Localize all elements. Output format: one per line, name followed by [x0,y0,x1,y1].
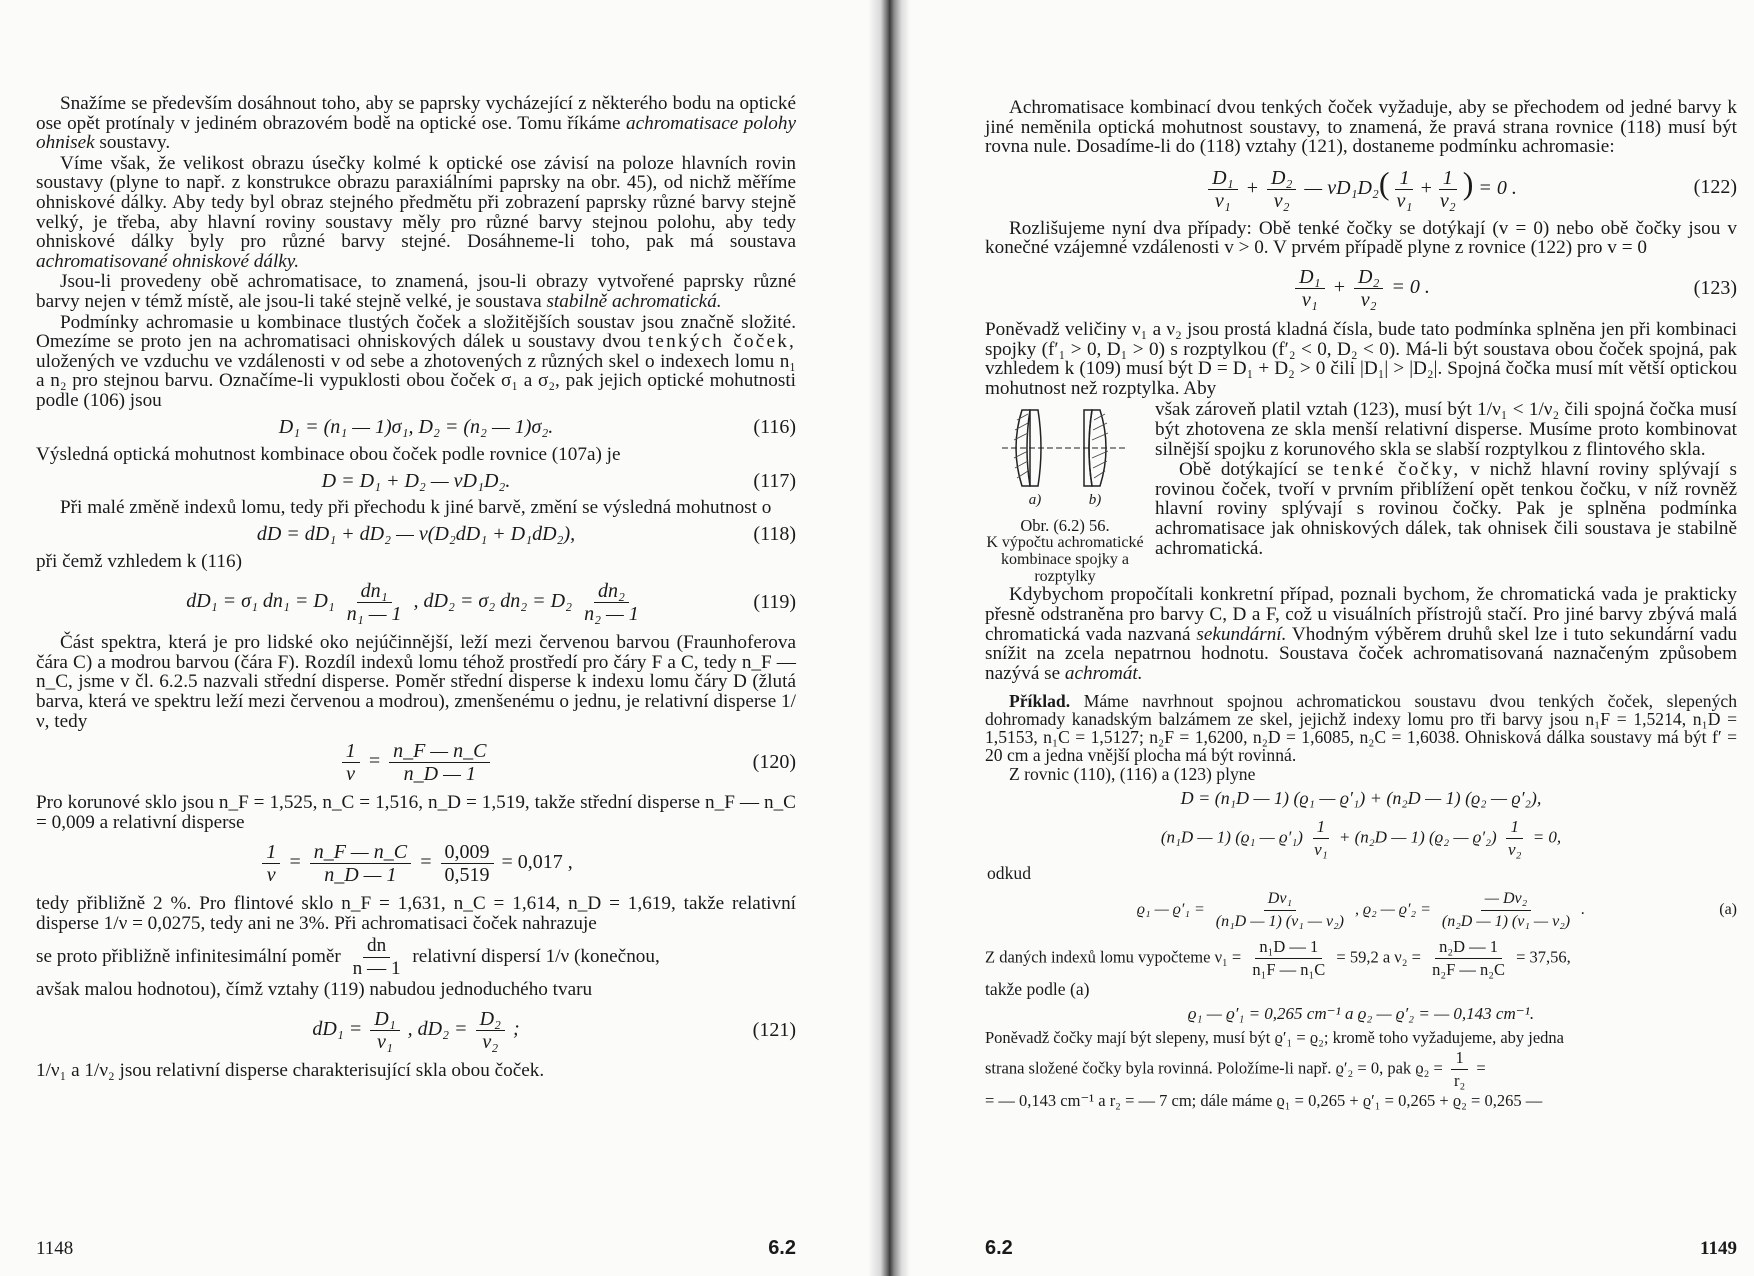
paragraph: 1/ν₁ a 1/ν₂ jsou relativní disperse charakterisující skla obou čoček. [36,1060,545,1082]
example-paragraph: strana složené čočky byla rovinná. Položíme-li např. ϱ′₂ = 0, pak ϱ₂ = $\frac{1}{\text{r₂}}$ = [985,1047,1486,1090]
equation-117: D = D₁ + D₂ — vD₁D₂. (117) [321,469,796,492]
example-paragraph: Z rovnic (110), (116) a (123) plyne [1009,763,1256,784]
equation-a: ϱ₁ — ϱ′₁ = $\frac{\text{Dν₁}}{\text{(n₁D — 1) (ν₁ — ν₂)}}$ , ϱ₂ — ϱ′₂ = $\frac{\text{— Dν₂}}{\text{(n₂D — 1) (ν₁ — ν₂)}}$ . (a) [1136,889,1737,930]
paragraph: Pro korunové sklo jsou n_F = 1,525, n_C = 1,516, n_D = 1,519, takže střední disperse n_F — n_C = 0,009 a relativní disperse [36,792,796,833]
paragraph: Rozlišujeme nyní dva případy: Obě tenké čočky se dotýkají (v = 0) nebo obě čočky jsou v konečné vzájemné vzdálenosti v > 0. V prvém případě plyne z rovnice (122) pro v = 0 [985,217,1737,259]
paragraph: avšak malou hodnotou), čímž vztahy (119) nabudou jednoduchého tvaru [36,978,593,1000]
section-number: 6.2 [985,1237,1013,1259]
paragraph: však zároveň platil vztah (123), musí být 1/ν₁ < 1/ν₂ čili spojná čočka musí být zhotovena ze skla menší relativní disperse. Musíme proto kombinovat silnější spojku z korunového skla se slabší rozptylkou z flintového skla. [1155,399,1737,460]
paragraph: Při malé změně indexů lomu, tedy při přechodu k jiné barvě, změní se výsledná mohutnost o [60,497,772,519]
page-number: 1148 [36,1238,74,1259]
paragraph: Kdybychom propočítali konkretní případ, poznali bychom, že chromatická vada je prakticky přesně odstraněna pro barvy C, D a F, což u visuálních přístrojů stačí. Pro jiné barvy zbývá malá chromatická vada nazvaná sekundární. Vhodným výběrem druhů skel lze i tuto sekundární vadu snížit na zcela nepatrnou hodnotu. Soustava čoček achromatisovaná naznačeným způsobem nazývá se achromát. [985,584,1738,684]
paragraph: Jsou-li provedeny obě achromatisace, to znamená, jsou-li obrazy vytvořené paprsky různé barvy nejen v témž místě, ale jsou-li také stejně velké, je soustava stabilně achromatická. [36,271,796,312]
example-paragraph: takže podle (a) [985,979,1090,1000]
example-paragraph: Z daných indexů lomu vypočteme ν₁ = $\frac{\text{n₁D — 1}}{\text{n₁F — n₁C}}$ = 59,2 a ν₂ = $\frac{\text{n₂D — 1}}{\text{n₂F — n₂C}}$ = 37,56, [985,937,1571,980]
page-number: 1149 [1700,1238,1737,1259]
paragraph: Achromatisace kombinací dvou tenkých čoček vyžaduje, aby se přechodem od jedné barvy k jiné neměnila optická mohutnost soustavy, to znamená, že pravá strana rovnice (118) musí být rovna nule. Dosadíme-li do (118) vztahy (121), dostaneme podmínku achromasie: [985,97,1737,158]
book-gutter [868,0,910,1276]
left-page [36,0,796,1276]
paragraph: Snažíme se především dosáhnout toho, aby se paprsky vycházející z některého bodu na optické ose opět protínaly v jediném obrazovém bodě na optické ose. Tomu říkáme achromatisace polohy ohnisek soustavy. [36,93,797,154]
equation-119: dD₁ = σ₁ dn₁ = D₁ $\frac{\text{dn₁}}{\text{n₁ — 1}}$ , dD₂ = σ₂ dn₂ = D₂ $\frac{\text{dn₂}}{\text{n₂ — 1}}$ (119) [186,579,796,625]
figure-with-text [985,400,1737,585]
equation-121: dD₁ = $\frac{\text{D₁}}{\text{ν₁}}$ , dD₂ = $\frac{\text{D₂}}{\text{ν₂}}$ ; (121) [312,1007,796,1053]
paragraph: tedy přibližně 2 %. Pro flintové sklo n_F = 1,631, n_C = 1,614, n_D = 1,619, takže relativní disperse 1/ν = 0,0275, tedy ani ne 3%. Při achromatisaci čoček nahrazuje [36,893,796,935]
paragraph: Podmínky achromasie u kombinace tlustých čoček a složitějších soustav jsou značně složité. Omezíme se proto jen na achromatisaci ohniskových dálek u soustavy dvou tenkých čoček, uložených ve vzduchu ve vzdálenosti v od sebe a zhotovených z různých skel o indexech lomu n₁ a n₂ pro stejnou barvu. Označíme-li vypuklosti obou čoček σ₁ a σ₂, pak jejich optické mohutnosti podle (106) jsou [36,311,797,411]
paragraph: Výsledná optická mohutnost kombinace obou čoček podle rovnice (107a) je [36,443,621,465]
lens-diagram-icon [1000,406,1130,490]
figure-label-b: b) [1088,492,1102,509]
section-number: 6.2 [768,1237,796,1259]
equation-D: D = (n₁D — 1) (ϱ₁ — ϱ′₁) + (n₂D — 1) (ϱ₂ — ϱ′₂), [1180,787,1542,808]
example-paragraph: = — 0,143 cm⁻¹ a r₂ = — 7 cm; dále máme ϱ₁ = 0,265 + ϱ′₁ = 0,265 + ϱ₂ = 0,265 — [985,1090,1543,1110]
figure-56 [985,400,1145,585]
example-paragraph: Příklad. Máme navrhnout spojnou achromatickou soustavu dvou tenkých čoček, slepených dohromady kanadským balzámem ze skel, jejichž indexy lomu pro tři barvy jsou n₁F = 1,5214, n₁D = 1,5153, n₁C = 1,5127; n₂F = 1,6200, n₂D = 1,6085, n₂C = 1,6038. Ohnisková dálka soustavy má být f′ = 20 cm a jedna vnější plocha má být rovinná. [985,691,1737,765]
equation-120: $\frac{1}{\nu}$ = $\frac{n\_F — n\_C}{n\_D — 1}$ (120) [36,733,796,791]
equation-122: $\frac{\text{D₁}}{\text{ν₁}}$ + $\frac{\text{D₂}}{\text{ν₂}}$ — vD₁D₂( $\frac{1}{\text{ν₁}}$ + $\frac{1}{\text{ν₂}}$ ) = 0 . (122) [985,159,1737,217]
right-page [985,0,1737,1276]
paragraph: Poněvadž veličiny ν₁ a ν₂ jsou prostá kladná čísla, bude tato podmínka splněna jen při kombinaci spojky (f′₁ > 0, D₁ > 0) s rozptylkou (f′₂ < 0, D₂ < 0). Má-li být soustava obou čoček spojná, pak vzhledem k (109) musí být D = D₁ + D₂ > 0 čili |D₁| > |D₂|. Spojná čočka musí mít větší optickou mohutnost než rozptylka. Aby [985,318,1737,399]
example-paragraph: odkud [987,863,1031,884]
paragraph: se proto přibližně infinitesimální poměr $\frac{dn}{n — 1}$ relativní dispersí 1/ν (konečnou, [36,934,660,979]
paragraph: Obě dotýkající se tenké čočky, v nichž hlavní roviny splývají s rovinou čoček, tvoří v prvním přiblížení opět tenkou čočku, v níž rovněž hlavní roviny splývají s rovinou čočky. Pak je splněna podmínka achromatisace jak ohniskových dálek, tak ohnisek čili soustava je stabilně achromatická. [1155,459,1737,559]
figure-label-a: a) [1028,492,1042,509]
equation-116: D₁ = (n₁ — 1)σ₁, D₂ = (n₂ — 1)σ₂. (116) [278,416,796,438]
equation-123: $\frac{\text{D₁}}{\text{ν₁}}$ + $\frac{\text{D₂}}{\text{ν₂}}$ = 0 . (123) [985,260,1737,318]
figure-caption-title: Obr. (6.2) 56. [1020,516,1110,536]
equation-results: ϱ₁ — ϱ′₁ = 0,265 cm⁻¹ a ϱ₂ — ϱ′₂ = — 0,143 cm⁻¹. [1187,1003,1535,1023]
figure-caption: K výpočtu achromatické kombinace spojky a rozptylky [986,534,1144,586]
example-paragraph: Poněvadž čočky mají být slepeny, musí být ϱ′₁ = ϱ₂; kromě toho vyžadujeme, aby jedna [985,1027,1565,1047]
paragraph: Víme však, že velikost obrazu úsečky kolmé k optické ose závisí na poloze hlavních rovin soustavy (plyne to např. z konstrukce obrazu paraxiálními paprsky na obr. 45), od nichž měříme ohniskové dálky. Aby tedy byl obraz stejného předmětu při zobrazení paprsky různé barvy stejně velký, je třeba, aby hlavní roviny soustavy měly pro různé barvy stejnou polohu, aby tedy ohniskové dálky byly pro různé barvy stejné. Dosáhneme-li toho, pak má soustava achromatisované ohniskové dálky. [36,152,796,272]
equation-condition: (n₁D — 1) (ϱ₁ — ϱ′₁) $\frac{1}{\text{ν₁}}$ + (n₂D — 1) (ϱ₂ — ϱ′₂) $\frac{1}{\text{ν₂}}$ = 0, [1160,816,1562,859]
paragraph: při čemž vzhledem k (116) [36,550,243,572]
equation-118: dD = dD₁ + dD₂ — v(D₂dD₁ + D₁dD₂), (118) [256,523,796,546]
paragraph: Část spektra, která je pro lidské oko nejúčinnější, leží mezi červenou barvou (Fraunhoferova čára C) a modrou barvou (čára F). Rozdíl indexů lomu téhož prostředí pro čáry F a C, tedy n_F — n_C, jsme v čl. 6.2.5 nazvali střední disperse. Poměr střední disperse k indexu lomu čáry D (žlutá barva, která ve spektru leží mezi červenou a modrou), zmenšenému o jednu, je relativní disperse 1/ν, tedy [36,632,796,732]
equation-crown-glass: $\frac{1}{\nu}$ = $\frac{n\_F — n\_C}{n\_D — 1}$ = $\frac{0,009}{0,519}$ = 0,017 , [36,834,796,892]
